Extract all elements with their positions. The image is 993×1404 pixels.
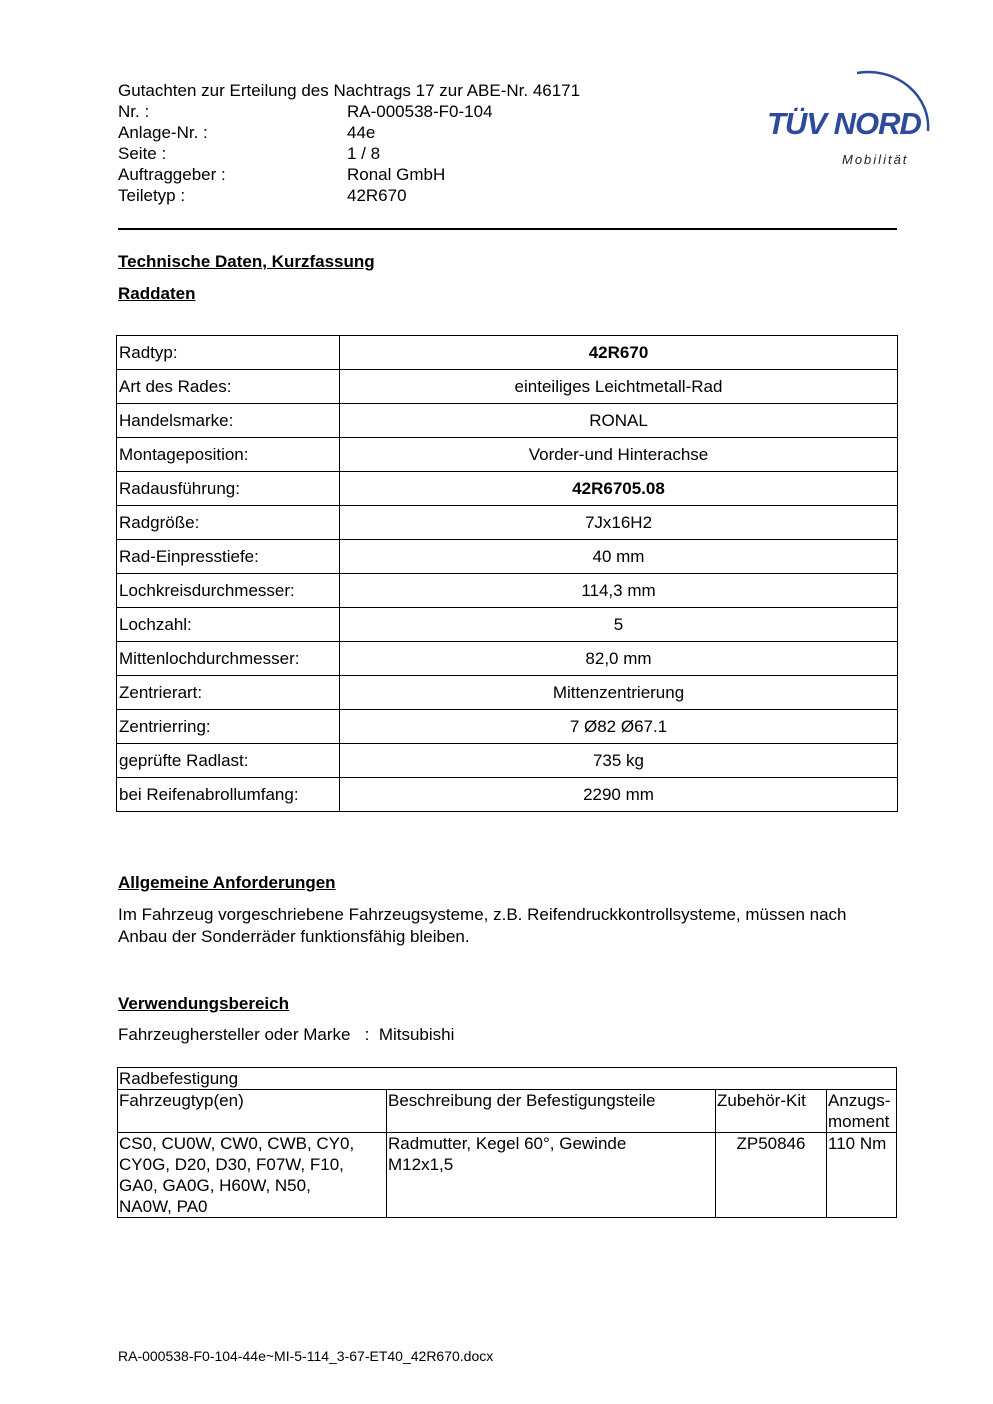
vehicle-maker-separator: : [364,1025,370,1044]
table-row: Montageposition: Vorder-und Hinterachse [117,438,898,472]
footer-filename: RA-000538-F0-104-44e~MI-5-114_3-67-ET40_42R670.docx [118,1348,494,1364]
table-row: Radausführung: 42R6705.08 [117,472,898,506]
header-row-teiletyp: Teiletyp : 42R670 [118,186,407,205]
document-header [118,80,678,206]
tuv-nord-logo [762,56,942,176]
table-row: Lochkreisdurchmesser: 114,3 mm [117,574,898,608]
header-torque: Anzugs- moment [827,1090,897,1133]
table-caption: Radbefestigung [118,1068,897,1090]
header-kit: Zubehör-Kit [716,1090,827,1133]
section-title: Technische Daten, Kurzfassung [118,252,375,271]
vehicle-maker-value: Mitsubishi [378,1025,455,1044]
requirements-title: Allgemeine Anforderungen [118,873,336,892]
table-caption-row [118,1068,897,1090]
table-row: Handelsmarke: RONAL [117,404,898,438]
logo-brand: TÜV NORD [767,106,921,141]
table-row: Zentrierring: 7 Ø82 Ø67.1 [117,710,898,744]
header-divider [118,228,897,230]
cell-torque: 110 Nm [827,1133,897,1218]
table-row: Radtyp: 42R670 [117,336,898,370]
header-row-nr: Nr. : RA-000538-F0-104 [118,102,493,121]
table-row: bei Reifenabrollumfang: 2290 mm [117,778,898,812]
header-vehicle-types: Fahrzeugtyp(en) [118,1090,387,1133]
cell-vehicle-types: CS0, CU0W, CW0, CWB, CY0, CY0G, D20, D30, F07W, F10, GA0, GA0G, H60W, N50, NA0W, PA0 [118,1133,387,1218]
wheel-data-table [116,335,898,812]
logo-subtitle: Mobilität [842,152,909,167]
requirements-text: Im Fahrzeug vorgeschriebene Fahrzeugsysteme, z.B. Reifendruckkontrollsysteme, müssen nach Anbau der Sonderräder funktionsfähig bleiben. [118,905,847,946]
section-subtitle: Raddaten [118,284,196,303]
header-row-anlage: Anlage-Nr. : 44e [118,123,376,142]
document-title: Gutachten zur Erteilung des Nachtrags 17 zur ABE-Nr. 46171 [118,81,581,100]
header-row-seite: Seite : 1 / 8 [118,144,381,163]
cell-kit: ZP50846 [716,1133,827,1218]
header-row-auftraggeber: Auftraggeber : Ronal GmbH [118,165,446,184]
wheel-fixing-table [117,1067,897,1218]
table-row: Art des Rades: einteiliges Leichtmetall-Rad [117,370,898,404]
vehicle-maker-label: Fahrzeughersteller oder Marke [118,1025,351,1044]
table-row: Lochzahl: 5 [117,608,898,642]
table-header-row [118,1090,897,1133]
table-row: Radgröße: 7Jx16H2 [117,506,898,540]
cell-description: Radmutter, Kegel 60°, Gewinde M12x1,5 [387,1133,716,1218]
header-description: Beschreibung der Befestigungsteile [387,1090,716,1133]
vehicle-maker-line [118,1025,454,1045]
table-row [118,1133,897,1218]
table-row: Mittenlochdurchmesser: 82,0 mm [117,642,898,676]
table-row: Rad-Einpresstiefe: 40 mm [117,540,898,574]
usage-title: Verwendungsbereich [118,994,289,1013]
table-row: Zentrierart: Mittenzentrierung [117,676,898,710]
table-row: geprüfte Radlast: 735 kg [117,744,898,778]
